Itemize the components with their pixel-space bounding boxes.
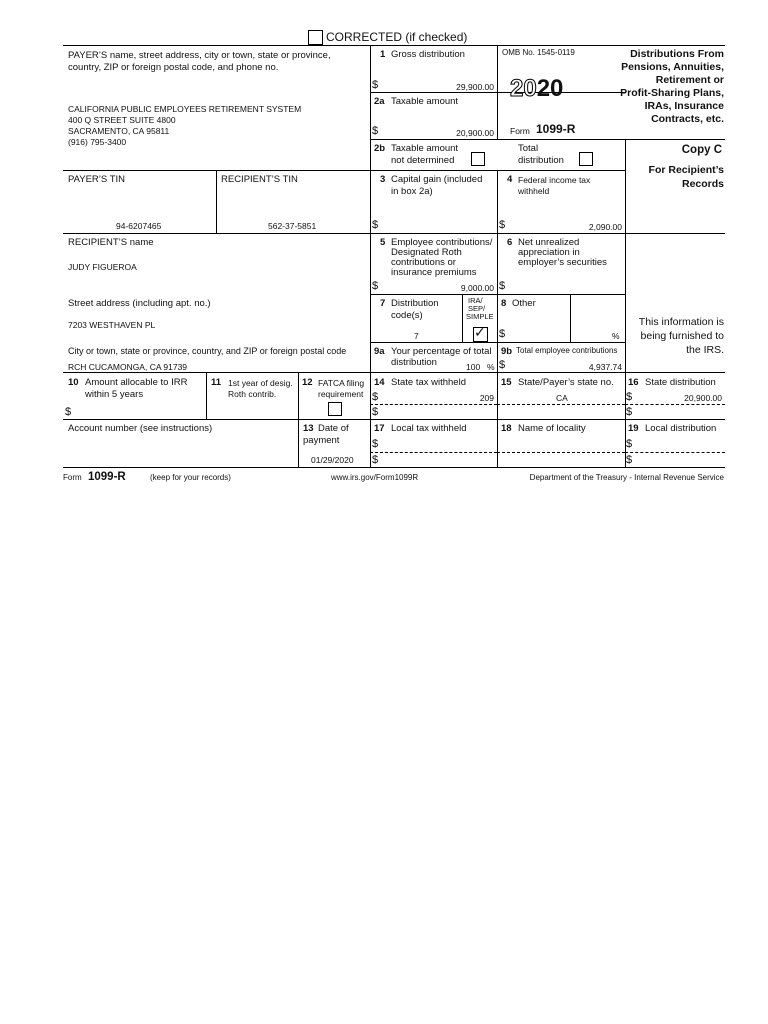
box4-label-1: Federal income tax: [518, 175, 591, 185]
total-distribution-label-2: distribution: [518, 155, 564, 166]
box19-number: 19: [628, 423, 639, 434]
box1-value[interactable]: 29,900.00: [456, 82, 494, 92]
corrected-checkbox[interactable]: [308, 30, 323, 45]
box19-dollar-2: $: [626, 454, 633, 466]
copy-sub-1: For Recipient’s: [648, 164, 724, 176]
total-distribution-checkbox[interactable]: [579, 152, 593, 166]
payer-tin-label: PAYER’S TIN: [68, 174, 126, 185]
box16-value[interactable]: 20,900.00: [684, 393, 722, 403]
box17-number: 17: [374, 423, 385, 434]
box19-dollar: $: [626, 438, 633, 450]
box4-dollar: $: [499, 219, 506, 231]
box9b-value[interactable]: 4,937.74: [588, 362, 622, 372]
recipient-city-label: City or town, state or province, country, and ZIP or foreign postal code: [68, 346, 347, 356]
form-title-5: IRAs, Insurance: [644, 100, 724, 112]
form-top-border: [63, 45, 725, 46]
info-line-1: This information is: [638, 316, 724, 328]
form-prefix: Form: [510, 126, 530, 136]
payer-label-2: country, ZIP or foreign postal code, and phone no.: [68, 62, 279, 73]
box12-label-1: FATCA filing: [318, 378, 365, 388]
box16-dollar-2: $: [626, 406, 633, 418]
box7-label-2: code(s): [391, 310, 423, 321]
box2a-label: Taxable amount: [391, 96, 459, 107]
box5-number: 5: [380, 237, 386, 248]
box3-label-1: Capital gain (included: [391, 174, 483, 185]
form-title-3: Retirement or: [655, 74, 724, 86]
box1-label: Gross distribution: [391, 49, 465, 60]
form-title-4: Profit-Sharing Plans,: [620, 87, 724, 99]
payer-tin-value[interactable]: 94-6207465: [116, 221, 162, 231]
box5-label-1: Employee contributions/: [391, 237, 493, 248]
recipient-name[interactable]: JUDY FIGUEROA: [68, 262, 137, 272]
form-title-1: Distributions From: [630, 48, 724, 60]
box15-label: State/Payer’s state no.: [518, 377, 614, 388]
box8-dollar: $: [499, 328, 506, 340]
box2a-number: 2a: [374, 96, 385, 107]
form-bottom-border: [63, 467, 725, 468]
box13-label-1: Date of: [318, 423, 349, 434]
form-title-6: Contracts, etc.: [651, 113, 724, 125]
tax-year-outline: 20: [510, 75, 537, 102]
box13-value[interactable]: 01/29/2020: [311, 455, 354, 465]
box9a-percent: %: [487, 362, 495, 372]
box1-number: 1: [380, 49, 386, 60]
payer-city: SACRAMENTO, CA 95811: [68, 126, 170, 136]
box6-label-3: employer’s securities: [518, 257, 607, 268]
box3-dollar: $: [372, 219, 379, 231]
box11-number: 11: [211, 377, 222, 388]
box6-number: 6: [507, 237, 513, 248]
box9a-value[interactable]: 100: [466, 362, 481, 372]
box3-label-2: in box 2a): [391, 186, 433, 197]
box2b-label-2: not determined: [391, 155, 455, 166]
box2b-label-1: Taxable amount: [391, 143, 459, 154]
footer-form-prefix: Form: [63, 473, 82, 482]
box17-label: Local tax withheld: [391, 423, 467, 434]
payer-name: CALIFORNIA PUBLIC EMPLOYEES RETIREMENT SYSTEM: [68, 104, 302, 114]
box13-number: 13: [303, 423, 314, 434]
ira-sep-simple-label-2: SEP/: [468, 304, 486, 313]
box4-value[interactable]: 2,090.00: [588, 222, 622, 232]
tax-year-bold: 20: [536, 75, 564, 102]
box5-label-3: contributions or: [391, 257, 456, 268]
payer-street: 400 Q STREET SUITE 4800: [68, 115, 176, 125]
tax-year: [510, 76, 563, 102]
box5-label-2: Designated Roth: [391, 247, 462, 258]
box4-label-2: withheld: [518, 186, 550, 196]
box10-label-2: within 5 years: [85, 389, 144, 400]
recipient-tin-value[interactable]: 562-37-5851: [268, 221, 317, 231]
ira-sep-simple-checkbox[interactable]: [473, 327, 488, 342]
taxable-not-determined-checkbox[interactable]: [471, 152, 485, 166]
box19-label: Local distribution: [645, 423, 717, 434]
box10-number: 10: [68, 377, 79, 388]
ira-sep-simple-label-1: IRA/: [468, 296, 483, 305]
box7-number: 7: [380, 298, 386, 309]
ira-sep-simple-label-3: SIMPLE: [466, 312, 494, 321]
box2b-number: 2b: [374, 143, 386, 154]
box14-label: State tax withheld: [391, 377, 466, 388]
total-distribution-label-1: Total: [518, 143, 539, 154]
box6-label-2: appreciation in: [518, 247, 580, 258]
recipient-street[interactable]: 7203 WESTHAVEN PL: [68, 320, 156, 330]
box5-label-4: insurance premiums: [391, 267, 477, 278]
box14-value[interactable]: 209: [479, 393, 494, 403]
box9a-label-1: Your percentage of total: [391, 346, 492, 357]
box16-label: State distribution: [645, 377, 716, 388]
box17-dollar: $: [372, 438, 379, 450]
box8-label: Other: [512, 298, 536, 309]
recipient-city[interactable]: RCH CUCAMONGA, CA 91739: [68, 362, 188, 372]
info-line-3: the IRS.: [686, 344, 724, 356]
payer-label: PAYER’S name, street address, city or town, state or province,: [68, 50, 331, 61]
box13-label-2: payment: [303, 435, 340, 446]
form-name: 1099-R: [536, 122, 576, 136]
box3-number: 3: [380, 174, 386, 185]
box9b-number: 9b: [501, 346, 513, 357]
box6-label-1: Net unrealized: [518, 237, 580, 248]
info-line-2: being furnished to: [640, 330, 724, 342]
box9a-number: 9a: [374, 346, 385, 357]
copy-sub-2: Records: [681, 178, 724, 190]
box15-number: 15: [501, 377, 512, 388]
box1-dollar: $: [372, 79, 379, 91]
payer-phone: (916) 795-3400: [68, 137, 127, 147]
box8-number: 8: [501, 298, 507, 309]
box6-dollar: $: [499, 280, 506, 292]
box18-number: 18: [501, 423, 512, 434]
box2a-value[interactable]: 20,900.00: [456, 128, 494, 138]
box9b-label: Total employee contributions: [516, 346, 618, 355]
box12-label-2: requirement: [318, 389, 364, 399]
box16-dollar: $: [626, 391, 633, 403]
corrected-label: CORRECTED (if checked): [326, 30, 468, 44]
check-icon: ✓: [474, 325, 486, 341]
box8-percent: %: [612, 331, 620, 341]
box11-label-2: Roth contrib.: [228, 389, 277, 399]
box14-number: 14: [374, 377, 385, 388]
box10-dollar: $: [65, 406, 72, 418]
recipient-name-label: RECIPIENT’S name: [68, 237, 154, 248]
box17-dollar-2: $: [372, 454, 379, 466]
recipient-street-label: Street address (including apt. no.): [68, 298, 211, 309]
box15-value[interactable]: CA: [556, 393, 568, 403]
footer-keep: (keep for your records): [150, 473, 231, 482]
box4-number: 4: [507, 174, 513, 185]
account-number-label: Account number (see instructions): [68, 423, 213, 434]
footer-form-name: 1099-R: [88, 471, 126, 483]
box14-dollar: $: [372, 391, 379, 403]
box9b-dollar: $: [499, 359, 506, 371]
footer-dept: Department of the Treasury - Internal Revenue Service: [529, 473, 724, 482]
box5-value[interactable]: 9,000.00: [460, 283, 494, 293]
copy-label: Copy C: [681, 144, 722, 156]
box12-number: 12: [302, 377, 313, 388]
box16-number: 16: [628, 377, 639, 388]
recipient-tin-label: RECIPIENT’S TIN: [221, 174, 298, 185]
box9a-label-2: distribution: [391, 357, 437, 368]
box7-code[interactable]: 7: [414, 331, 419, 341]
box11-label-1: 1st year of desig.: [228, 378, 293, 388]
form-title-2: Pensions, Annuities,: [621, 61, 724, 73]
box10-label-1: Amount allocable to IRR: [85, 377, 188, 388]
box5-dollar: $: [372, 280, 379, 292]
box14-dollar-2: $: [372, 406, 379, 418]
fatca-checkbox[interactable]: [328, 402, 342, 416]
box7-label-1: Distribution: [391, 298, 439, 309]
box2a-dollar: $: [372, 125, 379, 137]
footer-url[interactable]: www.irs.gov/Form1099R: [331, 473, 419, 482]
box18-label: Name of locality: [518, 423, 586, 434]
omb-number: OMB No. 1545-0119: [502, 48, 575, 57]
